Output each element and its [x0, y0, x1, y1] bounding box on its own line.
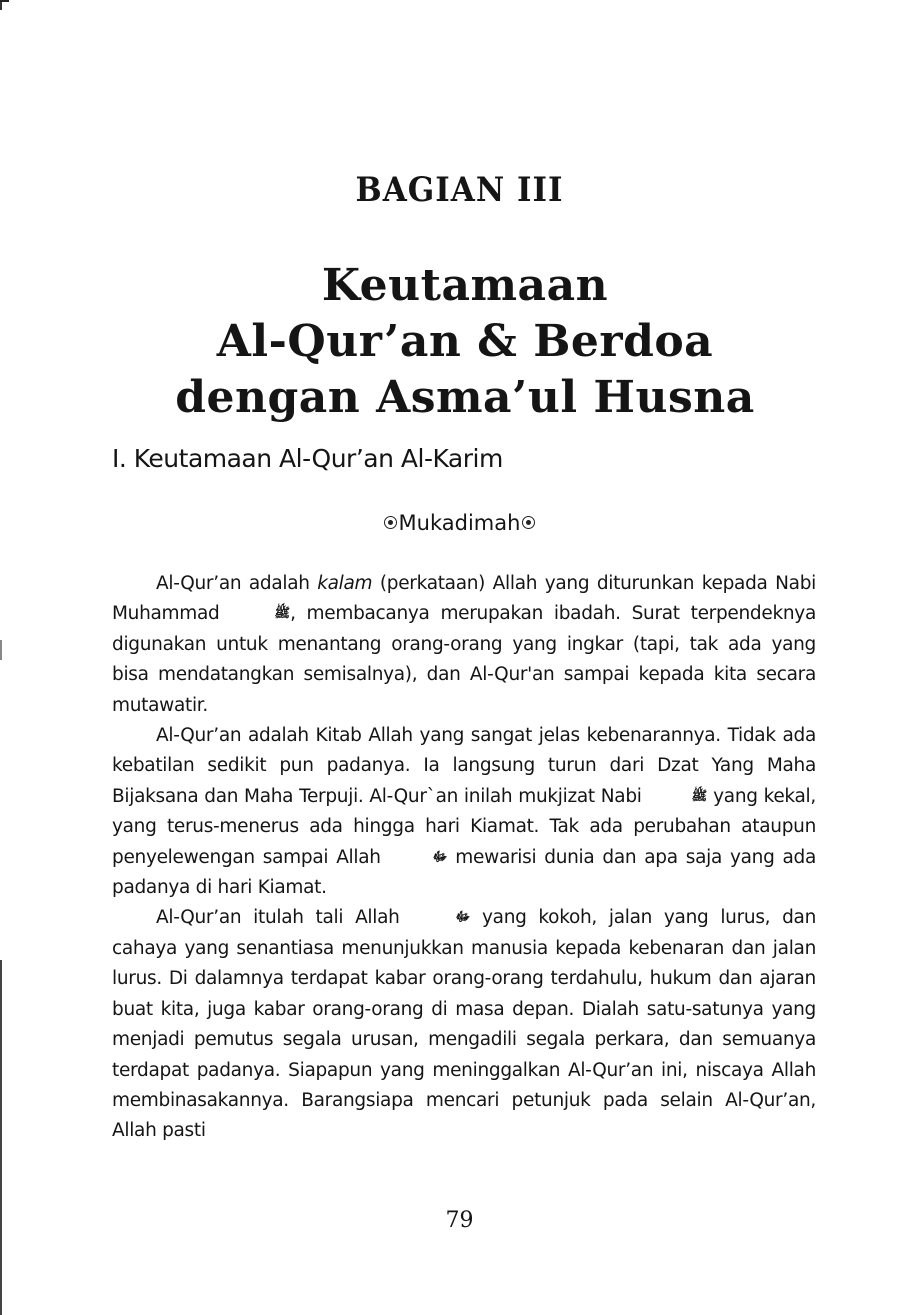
paragraph-1: [112, 569, 816, 721]
paragraph-text: yang kekal, yang terus-menerus ada hingga hari Kiamat. Tak ada perubahan ataupun penyelewengan sampai Allah: [112, 785, 816, 868]
paragraph-3: [112, 903, 816, 1146]
part-label: BAGIAN III: [355, 170, 564, 210]
subhanahu-honorific-icon: ﷻ: [432, 849, 448, 865]
salawat-honorific-icon: ﷺ: [274, 606, 291, 622]
paragraph-text: Al-Qur’an adalah: [156, 573, 318, 594]
salawat-honorific-icon: ﷺ: [691, 788, 708, 804]
subheading-text: Mukadimah: [398, 511, 521, 535]
chapter-title-line-2: Al-Qur’an & Berdoa: [216, 316, 714, 367]
section-heading: I. Keutamaan Al-Qur’an Al-Karim: [112, 444, 503, 473]
body-text: [112, 569, 816, 1147]
paragraph-text: yang kokoh, jalan yang lurus, dan cahaya yang senantiasa menunjukkan manusia kepada kebenaran dan jalan lurus. Di dalamnya terdapat kabar orang-orang terdahulu, hukum dan ajaran buat kita, juga kabar orang-orang di masa depan. Dialah satu-satunya yang menjadi pemutus segala urusan, mengadili segala perkara, dan semuanya terdapat padanya. Siapapun yang meninggalkan Al-Qur’an ini, niscaya Allah membinasakannya. Barangsiapa mencari petunjuk pada selain Al-Qur’an, Allah pasti: [112, 907, 817, 1142]
ornament-left-icon: [384, 516, 397, 529]
paragraph-text: (perkataan) Allah yang diturunkan kepada Nabi Muhammad: [112, 573, 816, 625]
paragraph-text: , membacanya merupakan ibadah. Surat terpendeknya digunakan untuk menantang orang-orang yang ingkar (tapi, tak ada yang bisa mendatangkan semisalnya), dan Al-Qur'an sampai kepada kita secara mutawatir.: [112, 603, 816, 716]
chapter-title-line-1: Keutamaan: [321, 260, 609, 311]
subheading: [0, 511, 919, 535]
subhanahu-honorific-icon: ﷻ: [455, 910, 471, 926]
page-number: 79: [445, 1208, 474, 1233]
paragraph-text: mewarisi dunia dan apa saja yang ada padanya di hari Kiamat.: [112, 846, 816, 899]
paragraph-2: [112, 721, 816, 903]
scan-corner-mark: [0, 0, 9, 2]
chapter-title-line-3: dengan Asma’ul Husna: [175, 372, 755, 423]
paragraph-text: Al-Qur’an itulah tali Allah: [156, 907, 412, 929]
italic-term: kalam: [317, 573, 373, 594]
ornament-right-icon: [522, 516, 535, 529]
chapter-title: [0, 258, 919, 426]
paragraph-text: Al-Qur’an adalah Kitab Allah yang sangat jelas kebenarannya. Tidak ada kebatilan sedikit pun padanya. Ia langsung turun dari Dzat Yang Maha Bijaksana dan Maha Terpuji. Al-Qur`an inilah mukjizat Nabi: [112, 725, 816, 807]
